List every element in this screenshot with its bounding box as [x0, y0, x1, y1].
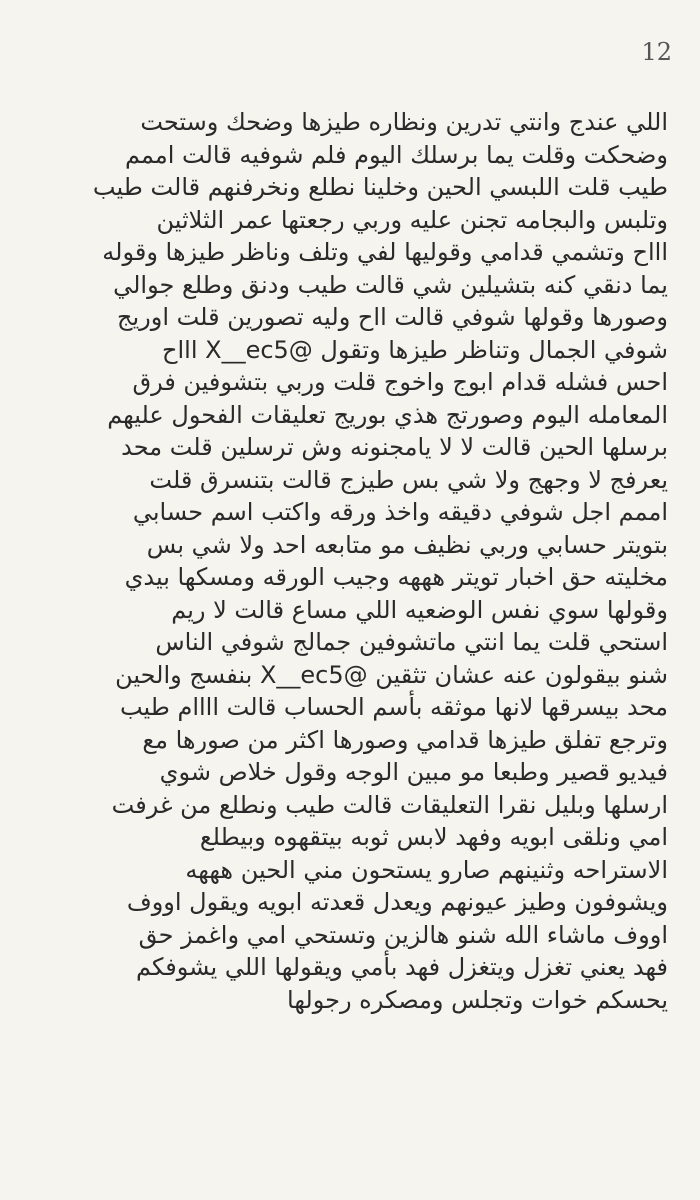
- text-line: الاستراحه وثنينهم صارو يستحون مني الحين هههه: [185, 855, 668, 884]
- page-number: 12: [641, 38, 672, 66]
- text-line: شنو بيقولون عنه عشان تثقين @X__ec5 بنفسج والحين: [115, 660, 668, 689]
- text-line: اااح وتشمي قدامي وقوليها لفي وتلف وناظر طيزها وقوله: [102, 238, 668, 266]
- body-text: [50, 106, 668, 1016]
- text-line: يحسكم خوات وتجلس ومصكره رجولها: [287, 985, 668, 1014]
- text-line: اممم اجل شوفي دقيقه واخذ ورقه واكتب اسم حسابي: [132, 498, 668, 526]
- text-line: فيديو قصير وطبعا مو مبين الوجه وقول خلاص شوي: [159, 758, 668, 786]
- text-line: محد بيسرقها لانها موثقه بأسم الحساب قالت اااام طيب: [119, 693, 668, 721]
- text-line: فهد يعني تغزل ويتغزل فهد بأمي ويقولها اللي يشوفكم: [136, 953, 668, 981]
- text-line: بتويتر حسابي وربي نظيف مو متابعه احد ولا شي بس: [146, 530, 668, 559]
- text-line: يعرفج لا وجهج ولا شي بس طيزج قالت بتنسرق قلت: [149, 465, 668, 494]
- text-line: وضحكت وقلت يما برسلك اليوم فلم شوفيه قالت اممم: [125, 140, 668, 169]
- text-line: ارسلها وبليل نقرا التعليقات قالت طيب ونطلع من غرفت: [111, 790, 668, 819]
- text-line: وصورها وقولها شوفي قالت ااح وليه تصورين قلت اوريج: [116, 303, 668, 331]
- text-line: امي ونلقى ابويه وفهد لابس ثوبه بيتقهوه وبيطلع: [199, 823, 668, 851]
- text-line: يما دنقي كنه بتشيلين شي قالت طيب ودنق وطلع جوالي: [113, 270, 668, 299]
- text-line: المعامله اليوم وصورتج هذي بوريج تعليقات الفحول عليهم: [107, 400, 668, 429]
- text-line: اللي عندج وانتي تدرين ونظاره طيزها وضحك وستحت: [140, 108, 668, 136]
- text-line: مخليته حق اخبار تويتر هههه وجيب الورقه ومسكها بيدي: [124, 563, 668, 591]
- text-line: ويشوفون وطيز عيونهم ويعدل قعدته ابويه ويقول اووف: [126, 888, 668, 916]
- text-line: وتلبس والبجامه تجنن عليه وربي رجعتها عمر الثلاثين: [156, 205, 668, 234]
- text-line: اووف ماشاء الله شنو هالزين وتستحي امي واغمز حق: [138, 920, 668, 949]
- text-line: وقولها سوي نفس الوضعيه اللي مساع قالت لا ريم: [171, 595, 668, 624]
- text-line: طيب قلت اللبسي الحين وخلينا نطلع ونخرفنهم قالت طيب: [92, 173, 668, 201]
- text-line: وترجع تفلق طيزها قدامي وصورها اكثر من صورها مع: [142, 725, 668, 754]
- text-line: برسلها الحين قالت لا لا يامجنونه وش ترسلين قلت محد: [121, 433, 668, 461]
- text-line: استحي قلت يما انتي ماتشوفين جمالج شوفي الناس: [155, 628, 668, 656]
- text-line: شوفي الجمال وتناظر طيزها وتقول @X__ec5 اااح: [162, 335, 668, 364]
- text-line: احس فشله قدام ابوج واخوج قلت وربي بتشوفين فرق: [132, 368, 668, 396]
